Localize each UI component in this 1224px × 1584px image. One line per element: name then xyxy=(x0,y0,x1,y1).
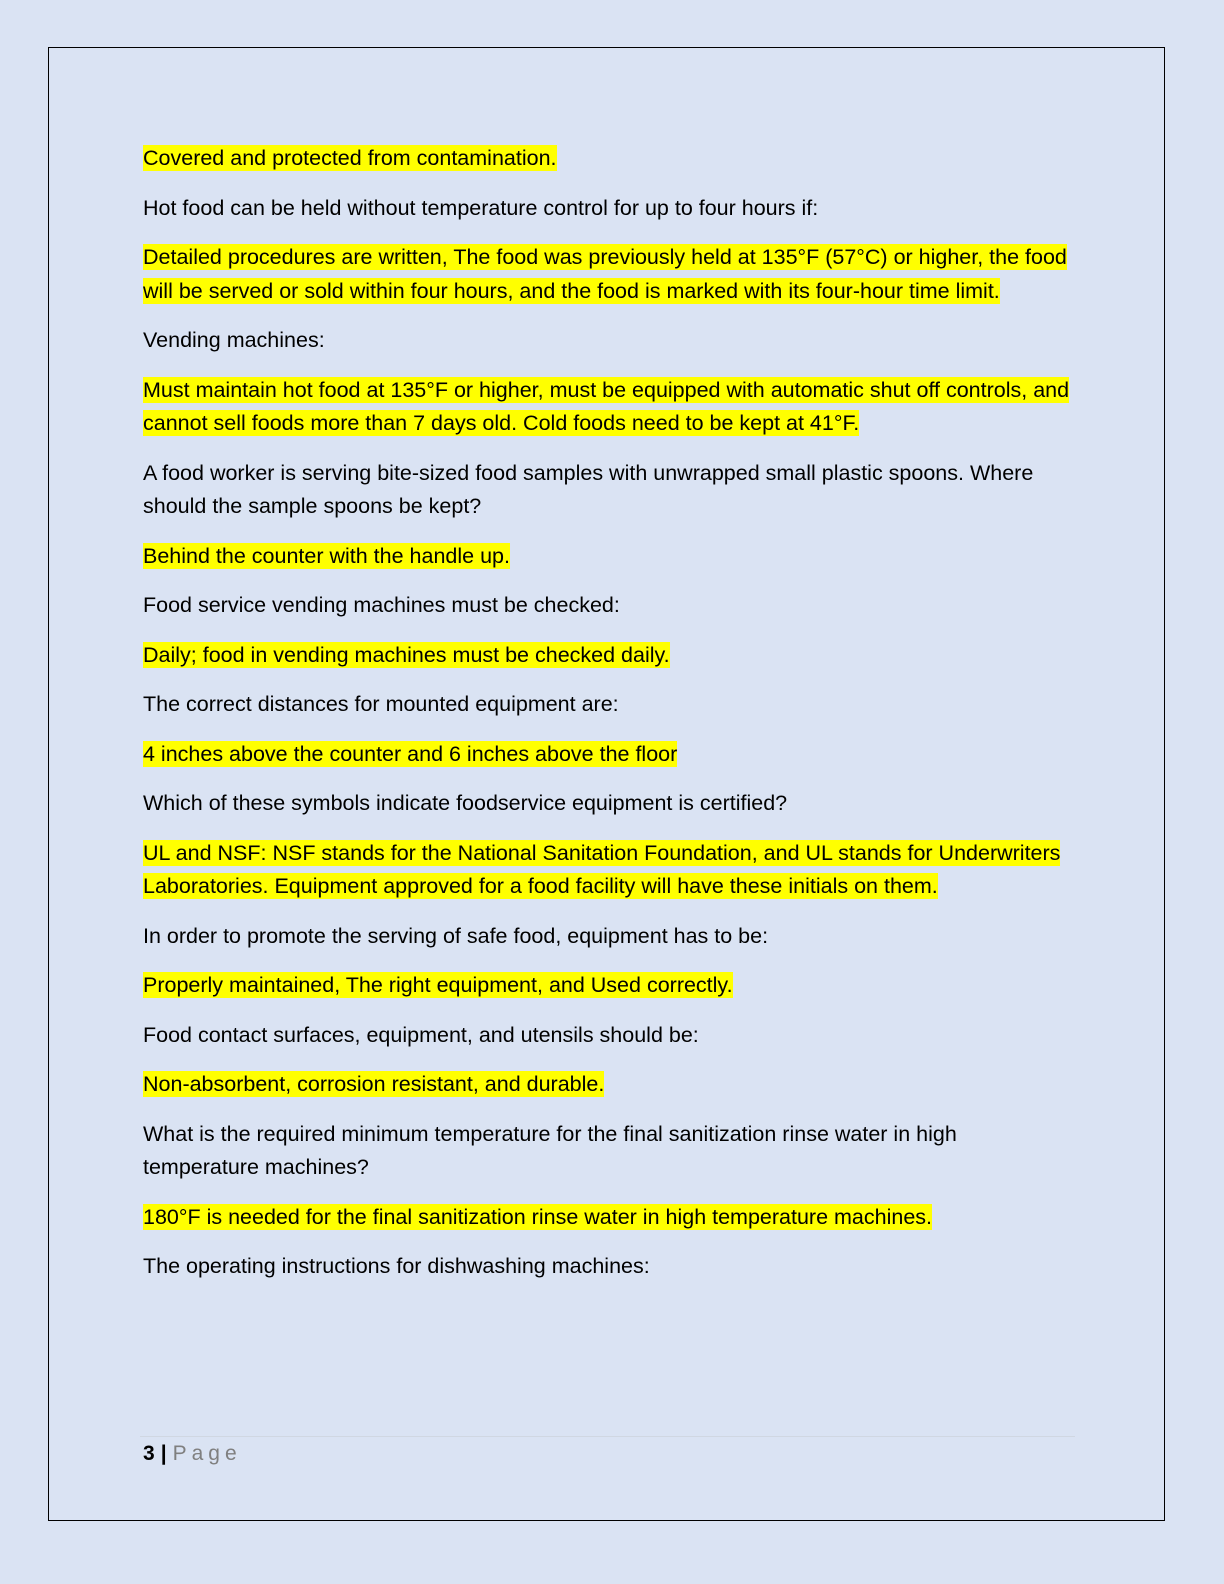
question-text: Vending machines: xyxy=(143,328,325,352)
paragraph xyxy=(143,241,1073,308)
answer-text: Non-absorbent, corrosion resistant, and durable. xyxy=(143,1072,605,1096)
answer-text: UL and NSF: NSF stands for the National Sanitation Foundation, and UL stands for Underwriters Laboratories. Equipment approved for a food facility will have these initials on them. xyxy=(143,840,1061,898)
answer-text: Covered and protected from contamination. xyxy=(143,146,557,170)
footer-separator: | xyxy=(160,1442,167,1465)
question-text: In order to promote the serving of safe food, equipment has to be: xyxy=(143,923,769,948)
paragraph xyxy=(143,688,1073,722)
page-number: 3 xyxy=(143,1442,155,1465)
answer-text: 180°F is needed for the final sanitization rinse water in high temperature machines. xyxy=(143,1204,933,1229)
paragraph xyxy=(143,1068,1073,1102)
paragraph xyxy=(143,639,1073,673)
question-text: Food contact surfaces, equipment, and utensils should be: xyxy=(143,1022,699,1047)
paragraph xyxy=(143,837,1073,904)
paragraph xyxy=(143,457,1073,524)
paragraph xyxy=(143,324,1073,358)
paragraph xyxy=(143,374,1073,441)
question-text: The correct distances for mounted equipment are: xyxy=(143,692,619,716)
question-text: A food worker is serving bite-sized food samples with unwrapped small plastic spoons. Where should the sample spoons be kept? xyxy=(143,460,1034,518)
answer-text: 4 inches above the counter and 6 inches above the floor xyxy=(143,741,678,766)
paragraph xyxy=(143,540,1073,574)
paragraph xyxy=(143,969,1073,1003)
question-text: The operating instructions for dishwashing machines: xyxy=(143,1254,650,1278)
paragraph xyxy=(143,1201,1073,1235)
footer-divider xyxy=(140,1436,1075,1437)
paragraph xyxy=(143,589,1073,623)
paragraph xyxy=(143,192,1073,226)
paragraph xyxy=(143,787,1073,821)
page-label: Page xyxy=(172,1442,242,1465)
paragraph xyxy=(143,142,1073,176)
paragraph xyxy=(143,1019,1073,1053)
question-text: Hot food can be held without temperature control for up to four hours if: xyxy=(143,195,819,220)
answer-text: Detailed procedures are written, The food was previously held at 135°F (57°C) or higher, the food will be served or sold within four hours, and the food is marked with its four-hour time limit. xyxy=(143,245,1067,303)
question-text: Food service vending machines must be checked: xyxy=(143,593,620,617)
document-body xyxy=(143,142,1073,1300)
paragraph xyxy=(143,1118,1073,1185)
answer-text: Properly maintained, The right equipment, and Used correctly. xyxy=(143,973,733,997)
page-footer xyxy=(143,1440,242,1468)
answer-text: Must maintain hot food at 135°F or higher, must be equipped with automatic shut off controls, and cannot sell foods more than 7 days old. Cold foods need to be kept at 41°F. xyxy=(143,377,1070,435)
question-text: Which of these symbols indicate foodservice equipment is certified? xyxy=(143,791,788,815)
paragraph xyxy=(143,1250,1073,1284)
answer-text: Behind the counter with the handle up. xyxy=(143,543,510,568)
paragraph xyxy=(143,738,1073,772)
answer-text: Daily; food in vending machines must be checked daily. xyxy=(143,642,670,667)
paragraph xyxy=(143,920,1073,954)
question-text: What is the required minimum temperature for the final sanitization rinse water in high temperature machines? xyxy=(143,1121,957,1179)
